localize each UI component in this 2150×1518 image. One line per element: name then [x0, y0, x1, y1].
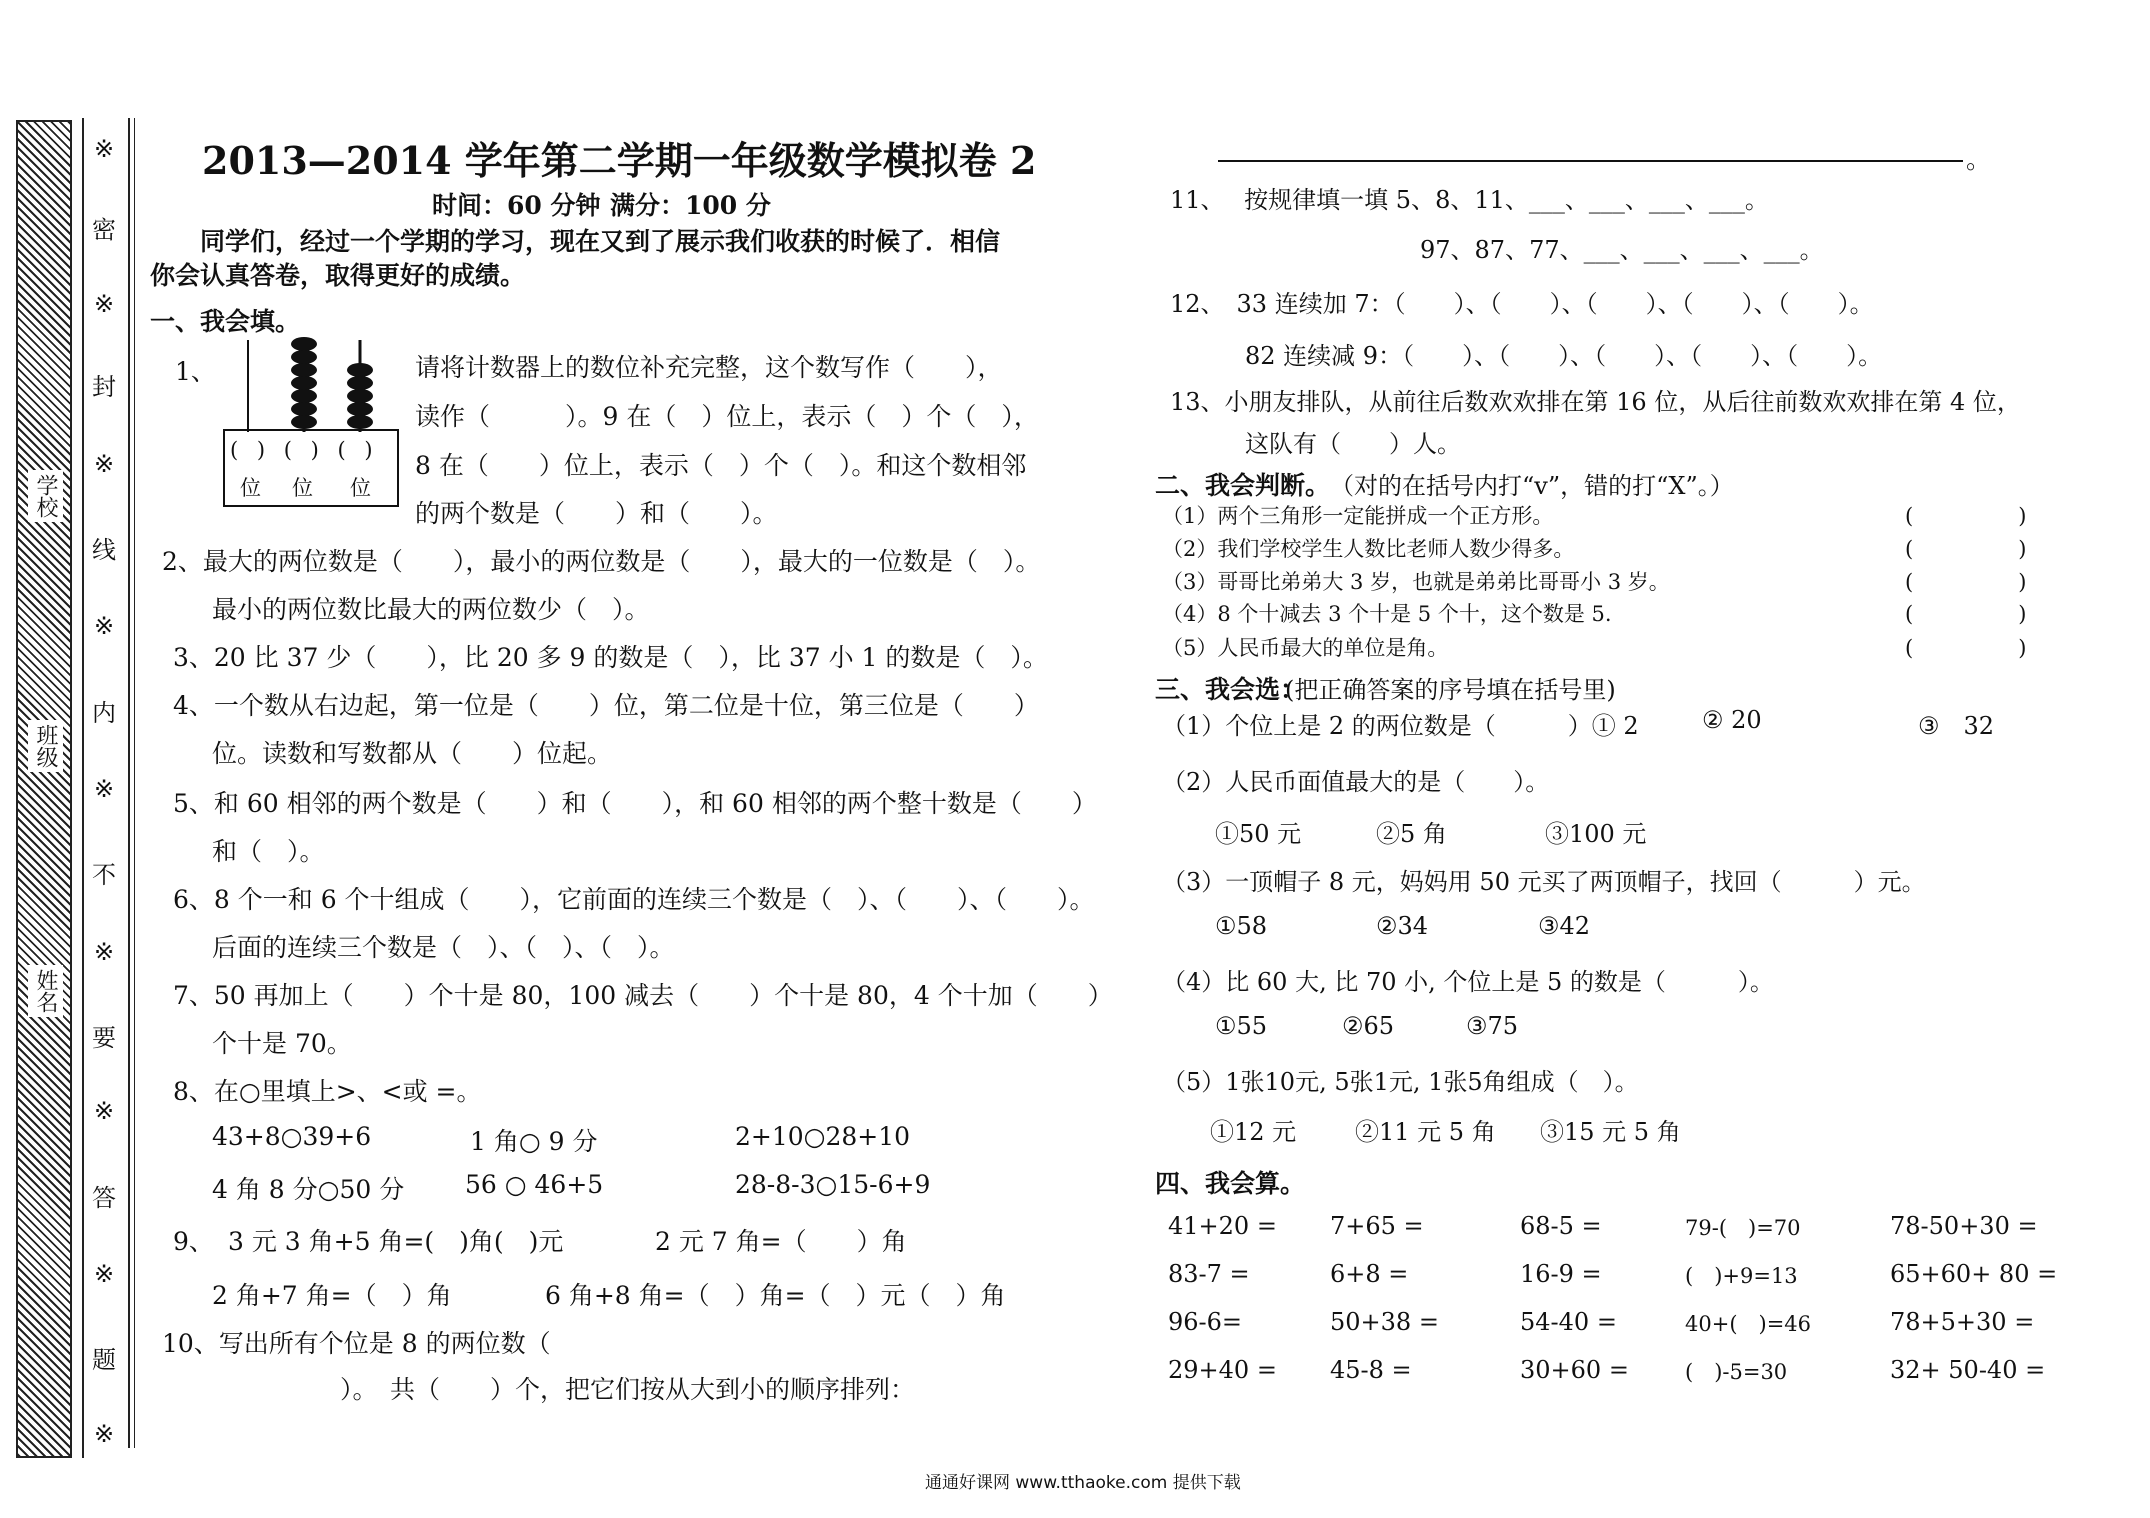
q9-item-2: 2 元 7 角=（ ）角	[655, 1227, 907, 1256]
q1-line-4: 的两个数是（ ）和（ ）。	[415, 499, 778, 528]
choice-q3-opt-3: ③42	[1538, 912, 1591, 940]
calc-item: 50+38 =	[1330, 1308, 1439, 1336]
abacus-beads-tens	[291, 337, 317, 429]
intro-line-1: 同学们，经过一个学期的学习，现在又到了展示我们收获的时候了．相信	[200, 227, 1001, 256]
q8-item-6: 28-8-3○15-6+9	[735, 1170, 931, 1199]
judge-item-4: （4）8 个十减去 3 个十是 5 个十，这个数是 5.	[1162, 602, 1612, 626]
seal-char: ※	[93, 1097, 115, 1125]
choice-q4-opt-3: ③75	[1466, 1012, 1519, 1040]
q11-line-1: 11、 按规律填一填 5、8、11、___、___、___、___。	[1170, 186, 1769, 214]
choice-q3-opt-1: ①58	[1215, 912, 1268, 940]
choice-q2-opt-3: ③100 元	[1545, 820, 1647, 848]
seal-char: ※	[93, 775, 115, 803]
abacus-bead	[291, 389, 317, 403]
q5-line-1: 5、和 60 相邻的两个数是（ ）和（ ），和 60 相邻的两个整十数是（ ）	[173, 789, 1097, 818]
q4-line-1: 4、一个数从右边起，第一位是（ ）位，第二位是十位，第三位是（ ）	[173, 691, 1039, 720]
calc-item: 68-5 =	[1520, 1212, 1602, 1240]
section-3-heading: 三、我会选：	[1155, 675, 1306, 704]
calc-item: 79-( )=70	[1685, 1216, 1801, 1240]
choice-q5-opt-3: ③15 元 5 角	[1540, 1118, 1681, 1146]
calc-item: 45-8 =	[1330, 1356, 1412, 1384]
seal-char: 要	[92, 1024, 116, 1052]
q4-line-2: 位。读数和写数都从（ ）位起。	[212, 739, 613, 768]
abacus-bead	[347, 389, 373, 403]
choice-q3-opt-2: ②34	[1376, 912, 1429, 940]
seal-strip	[16, 120, 72, 1458]
abacus-label-2: 位	[292, 476, 313, 500]
seal-char: 密	[92, 216, 116, 244]
seal-char: 答	[92, 1184, 116, 1212]
choice-q1-opt-2: ② 20	[1702, 706, 1762, 734]
judge-answer-2[interactable]: ( )	[1905, 537, 2027, 561]
seal-line-right	[128, 118, 130, 1448]
label-school: 学校	[28, 470, 63, 522]
seal-char: 不	[92, 861, 116, 889]
calc-item: 83-7 =	[1168, 1260, 1250, 1288]
q9-item-4: 6 角+8 角=（ ）角=（ ）元（ ）角	[545, 1281, 1006, 1310]
choice-q1-opt-3: ③ 32	[1918, 712, 1995, 740]
calc-item: 41+20 =	[1168, 1212, 1277, 1240]
seal-char: ※	[93, 938, 115, 966]
abacus-parens: ( ) ( ) ( )	[230, 438, 379, 462]
page-title: 2013—2014 学年第二学期一年级数学模拟卷 2	[202, 138, 1037, 183]
judge-answer-5[interactable]: ( )	[1905, 636, 2027, 660]
judge-answer-3[interactable]: ( )	[1905, 570, 2027, 594]
calc-item: 40+( )=46	[1685, 1312, 1812, 1336]
choice-q3: （3）一顶帽子 8 元，妈妈用 50 元买了两顶帽子，找回（ ）元。	[1162, 868, 1926, 896]
calc-item: 30+60 =	[1520, 1356, 1629, 1384]
calc-item: 32+ 50-40 =	[1890, 1356, 2046, 1384]
choice-q1: （1）个位上是 2 的两位数是（ ）① 2	[1162, 712, 1639, 740]
choice-q2: （2）人民币面值最大的是（ ）。	[1162, 768, 1550, 796]
judge-answer-1[interactable]: ( )	[1905, 504, 2027, 528]
section-3-note: (把正确答案的序号填在括号里)	[1285, 676, 1616, 704]
seal-char: ※	[93, 450, 115, 478]
abacus-bead	[347, 415, 373, 429]
q8-item-3: 2+10○28+10	[735, 1122, 911, 1151]
q6-line-1: 6、8 个一和 6 个十组成（ ），它前面的连续三个数是（ ）、（ ）、（ ）。	[173, 885, 1095, 914]
q8-item-4: 4 角 8 分○50 分	[212, 1175, 405, 1204]
q6-line-2: 后面的连续三个数是（ ）、（ ）、（ ）。	[212, 933, 675, 962]
q11-line-2: 97、87、77、___、___、___、___。	[1420, 236, 1824, 264]
calc-item: 29+40 =	[1168, 1356, 1277, 1384]
seal-char: 封	[92, 373, 116, 401]
exam-time: 时间：60 分钟	[432, 191, 601, 220]
judge-item-1: （1）两个三角形一定能拼成一个正方形。	[1162, 504, 1554, 528]
seal-char: 线	[92, 536, 116, 564]
seal-char: ※	[93, 612, 115, 640]
q9-item-1: 3 元 3 角+5 角=( )角( )元	[228, 1227, 564, 1256]
seal-char: ※	[93, 135, 115, 163]
answer-line-end: 。	[1966, 145, 1992, 174]
intro-line-2: 你会认真答卷，取得更好的成绩。	[150, 261, 526, 290]
calc-item: 6+8 =	[1330, 1260, 1409, 1288]
choice-q4-opt-2: ②65	[1342, 1012, 1395, 1040]
abacus-label-1: 位	[240, 476, 261, 500]
judge-item-3: （3）哥哥比弟弟大 3 岁，也就是弟弟比哥哥小 3 岁。	[1162, 570, 1670, 594]
choice-q2-opt-1: ①50 元	[1215, 820, 1302, 848]
seal-line-right2	[134, 118, 135, 1448]
choice-q2-opt-2: ②5 角	[1376, 820, 1447, 848]
q9-number: 9、	[173, 1227, 214, 1256]
q1-line-3: 8 在（ ）位上，表示（ ）个（ ）。和这个数相邻	[415, 451, 1027, 480]
q3: 3、20 比 37 少（ ），比 20 多 9 的数是（ ），比 37 小 1 的数是（ ）。	[173, 643, 1048, 672]
q12-line-2: 82 连续减 9：（ ）、（ ）、（ ）、（ ）、（ ）。	[1245, 342, 1883, 370]
section-4-heading: 四、我会算。	[1155, 1169, 1306, 1198]
abacus-bead	[291, 415, 317, 429]
abacus-bead	[291, 376, 317, 390]
q13-line-1: 13、小朋友排队，从前往后数欢欢排在第 16 位，从后往前数欢欢排在第 4 位，	[1170, 388, 2021, 416]
q10-line-2: ）。 共（ ）个，把它们按从大到小的顺序排列：	[340, 1375, 916, 1404]
judge-item-5: （5）人民币最大的单位是角。	[1162, 636, 1449, 660]
abacus-bead	[347, 363, 373, 377]
q9-item-3: 2 角+7 角=（ ）角	[212, 1281, 452, 1310]
answer-line	[1218, 160, 1963, 162]
section-2-heading: 二、我会判断。	[1155, 471, 1331, 500]
calc-item: ( )-5=30	[1685, 1360, 1788, 1384]
choice-q5: （5）1张10元, 5张1元, 1张5角组成（ ）。	[1162, 1068, 1639, 1096]
abacus-beads-ones	[347, 363, 373, 429]
seal-line-left	[82, 118, 84, 1458]
q8-item-5: 56 ○ 46+5	[465, 1170, 604, 1199]
abacus-label-3: 位	[350, 476, 371, 500]
q2-line-2: 最小的两位数比最大的两位数少（ ）。	[212, 595, 650, 624]
choice-q5-opt-1: ①12 元	[1210, 1118, 1297, 1146]
judge-answer-4[interactable]: ( )	[1905, 602, 2027, 626]
calc-item: 7+65 =	[1330, 1212, 1424, 1240]
q12-line-1: 12、 33 连续加 7：（ ）、（ ）、（ ）、（ ）、（ ）。	[1170, 290, 1874, 318]
calc-item: 16-9 =	[1520, 1260, 1602, 1288]
q7-line-2: 个十是 70。	[212, 1029, 352, 1058]
seal-char: 题	[92, 1346, 116, 1374]
judge-item-2: （2）我们学校学生人数比老师人数少得多。	[1162, 537, 1575, 561]
label-class: 班级	[28, 720, 63, 772]
calc-item: 78+5+30 =	[1890, 1308, 2035, 1336]
q1-line-2: 读作（ ）。9 在（ ）位上，表示（ ）个（ ），	[415, 402, 1039, 431]
calc-item: 78-50+30 =	[1890, 1212, 2038, 1240]
abacus-bead	[291, 350, 317, 364]
section-2-note: （对的在括号内打“v”，错的打“X”。）	[1330, 472, 1734, 500]
seal-char: ※	[93, 1420, 115, 1448]
section-1-heading: 一、我会填。	[150, 307, 301, 336]
q5-line-2: 和（ ）。	[212, 837, 325, 866]
footer: 通通好课网 www.tthaoke.com 提供下载	[925, 1473, 1241, 1493]
seal-char: ※	[93, 290, 115, 318]
abacus-bead	[291, 402, 317, 416]
exam-score: 满分：100 分	[610, 191, 771, 220]
choice-q4-opt-1: ①55	[1215, 1012, 1268, 1040]
q8: 8、在○里填上>、<或 =。	[173, 1077, 482, 1106]
abacus-bead	[347, 402, 373, 416]
abacus-bead	[347, 376, 373, 390]
q7-line-1: 7、50 再加上（ ）个十是 80，100 减去（ ）个十是 80，4 个十加（ ）	[173, 981, 1113, 1010]
abacus-bead	[291, 337, 317, 351]
calc-item: 54-40 =	[1520, 1308, 1617, 1336]
seal-char: 内	[92, 699, 116, 727]
choice-q5-opt-2: ②11 元 5 角	[1355, 1118, 1496, 1146]
q13-line-2: 这队有（ ）人。	[1245, 430, 1461, 458]
label-name: 姓名	[28, 965, 63, 1017]
q10-line-1: 10、写出所有个位是 8 的两位数（	[162, 1329, 551, 1358]
calc-item: ( )+9=13	[1685, 1264, 1798, 1288]
q8-item-1: 43+8○39+6	[212, 1122, 372, 1151]
calc-item: 96-6=	[1168, 1308, 1243, 1336]
abacus-bead	[291, 363, 317, 377]
seal-char: ※	[93, 1260, 115, 1288]
q1-number: 1、	[175, 357, 216, 386]
calc-item: 65+60+ 80 =	[1890, 1260, 2058, 1288]
q1-line-1: 请将计数器上的数位补充完整，这个数写作（ ），	[415, 353, 1003, 382]
q2-line-1: 2、最大的两位数是（ ），最小的两位数是（ ），最大的一位数是（ ）。	[162, 547, 1041, 576]
q8-item-2: 1 角○ 9 分	[470, 1127, 598, 1156]
choice-q4: （4）比 60 大, 比 70 小, 个位上是 5 的数是（ ）。	[1162, 968, 1774, 996]
